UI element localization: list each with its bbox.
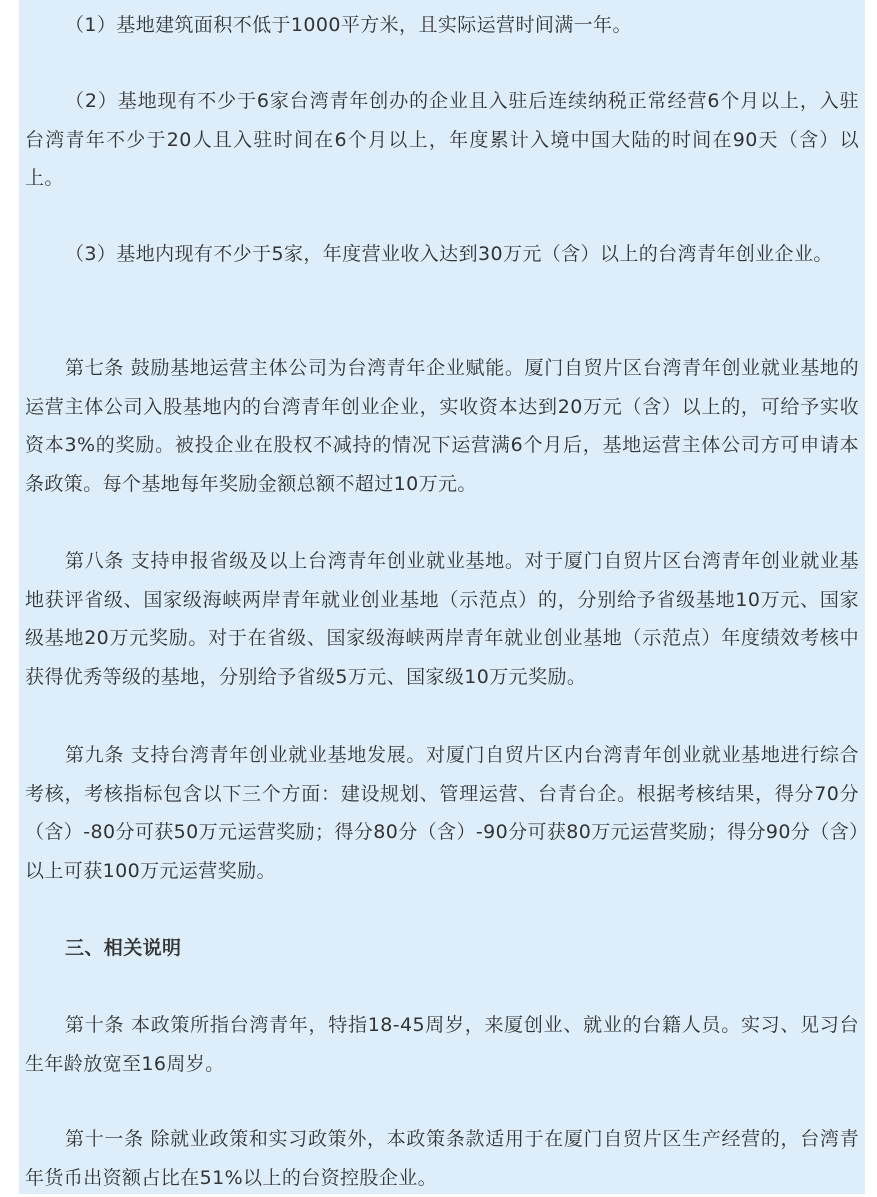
paragraph-article-10: 第十条 本政策所指台湾青年，特指18-45周岁，来厦创业、就业的台籍人员。实习、见习台生年龄放宽至16周岁。 bbox=[25, 1014, 859, 1075]
paragraph-condition-3: （3）基地内现有不少于5家，年度营业收入达到30万元（含）以上的台湾青年创业企业。 bbox=[65, 243, 833, 265]
paragraph-article-7: 第七条 鼓励基地运营主体公司为台湾青年企业赋能。厦门自贸片区台湾青年创业就业基地的运营主体公司入股基地内的台湾青年创业企业，实收资本达到20万元（含）以上的，可给予实收资本3%的奖励。被投企业在股权不减持的情况下运营满6个月后，基地运营主体公司方可申请本条政策。每个基地每年奖励金额总额不超过10万元。 bbox=[25, 357, 859, 495]
paragraph-condition-1: （1）基地建筑面积不低于1000平方米，且实际运营时间满一年。 bbox=[65, 14, 632, 36]
paragraph-article-8: 第八条 支持申报省级及以上台湾青年创业就业基地。对于厦门自贸片区台湾青年创业就业基地获评省级、国家级海峡两岸青年就业创业基地（示范点）的，分别给予省级基地10万元、国家级基地20万元奖励。对于在省级、国家级海峡两岸青年就业创业基地（示范点）年度绩效考核中获得优秀等级的基地，分别给予省级5万元、国家级10万元奖励。 bbox=[25, 550, 859, 688]
paragraph-article-9: 第九条 支持台湾青年创业就业基地发展。对厦门自贸片区内台湾青年创业就业基地进行综合考核，考核指标包含以下三个方面：建设规划、管理运营、台青台企。根据考核结果，得分70分（含）-80分可获50万元运营奖励；得分80分（含）-90分可获80万元运营奖励；得分90分（含）以上可获100万元运营奖励。 bbox=[25, 744, 859, 882]
paragraph-condition-2: （2）基地现有不少于6家台湾青年创办的企业且入驻后连续纳税正常经营6个月以上，入驻台湾青年不少于20人且入驻时间在6个月以上，年度累计入境中国大陆的时间在90天（含）以上。 bbox=[25, 90, 859, 189]
section-heading-related-notes: 三、相关说明 bbox=[65, 937, 182, 959]
paragraph-article-11: 第十一条 除就业政策和实习政策外，本政策条款适用于在厦门自贸片区生产经营的，台湾青年货币出资额占比在51%以上的台资控股企业。 bbox=[25, 1128, 859, 1189]
article-body bbox=[19, 0, 865, 1194]
